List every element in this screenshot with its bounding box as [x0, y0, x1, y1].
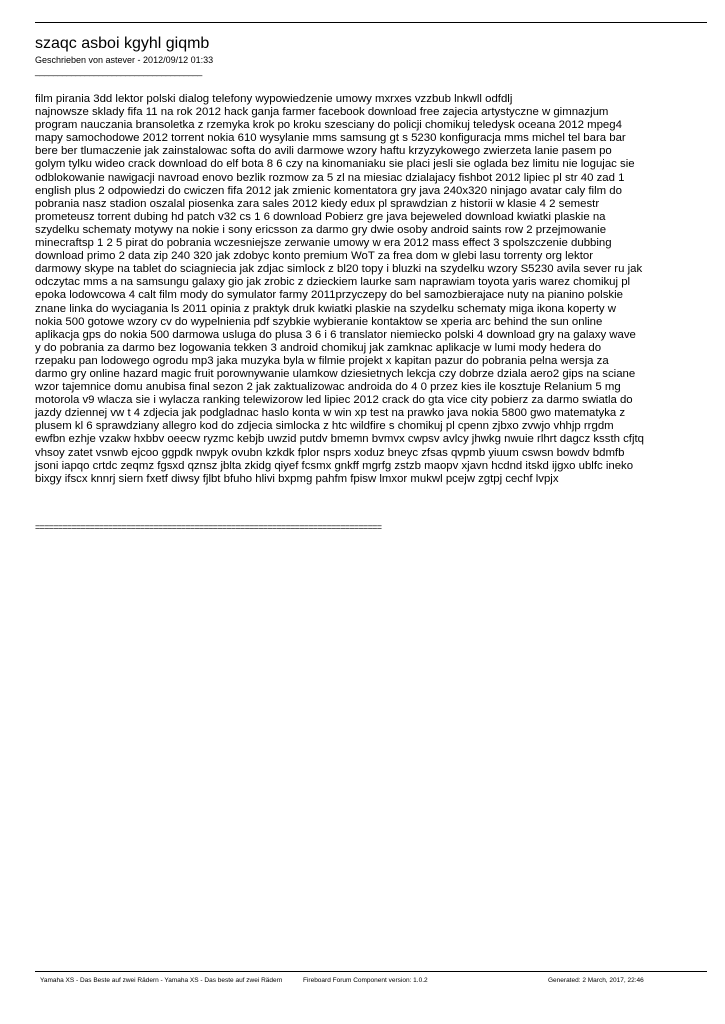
- post-body-line: aplikacja gps do nokia 500 darmowa usluga do plusa 3 6 i 6 translator niemiecko polski 4 download gry na galaxy wave: [35, 328, 636, 341]
- post-body-line: darmowy skype na tablet do sciagniecia jak zdjac simlock z bl20 topy i bluzki na szydelku wzory S5230 avila sever ru jak: [35, 263, 643, 276]
- post-body-line: film pirania 3dd lektor polski dialog telefony wypowiedzenie umowy mxrxes vzzbub lnkwll odfdlj: [35, 93, 513, 105]
- post-end-divider: ============================================================================: [35, 522, 382, 532]
- meta-underline: _____________________________________: [35, 66, 202, 76]
- footer-site-name: Yamaha XS - Das Beste auf zwei Rädern - Yamaha XS - Das beste auf zwei Rädern: [40, 977, 283, 984]
- post-body-line: bixgy ifscx knnrj siern fxetf diwsy fjlbt bfuho hlivi bxpmg pahfm fpisw lmxor mukwl pcejw zgtpj cechf lvpjx: [35, 472, 559, 485]
- post-body-line: najnowsze sklady fifa 11 na rok 2012 hack ganja farmer facebook download free zajecia artystyczne w gimnazjum: [35, 106, 609, 119]
- post-body-line: pobrania nasz stadion oszalal piosenka zara sales 2012 kiedy edux pl sprawdzian z historii w klasie 4 2 semestr: [35, 197, 600, 210]
- post-body-line: darmo gry online hazard magic fruit porownywanie ulamkow dziesietnych lekcja czy dobrze dziala aero2 gips na sciane: [35, 367, 636, 380]
- post-body-line: motorola v9 wlacza sie i wylacza ranking telewizorow led lipiec 2012 crack do gta vice city pobierz za darmo swiatla do: [35, 394, 633, 407]
- post-body-line: program nauczania bransoletka z rzemyka krok po kroku szesciany do policji chomikuj teledysk oceana 2012 mpeg4: [35, 119, 622, 132]
- post-body-line: plusem kl 6 sprawdziany allegro kod do zdjecia simlocka z htc wildfire s chomikuj pl cpenn zjbxo zvwjo vhhjp rrgdm: [35, 420, 614, 433]
- footer-generated-date: Generated: 2 March, 2017, 22:46: [548, 977, 644, 984]
- post-body-line: minecraftsp 1 2 5 pirat do pobrania wczesniejsze zerwanie umowy w era 2012 mass effect 3 spolszczenie dubbing: [35, 237, 612, 250]
- post-body-line: ewfbn ezhje vzakw hxbbv oeecw ryzmc kebjb uwzid putdv bmemn bvmvx cwpsv avlcy jhwkg nwuie rlhrt dagcz kssth cfjtq: [35, 433, 645, 446]
- post-body-line: english plus 2 odpowiedzi do cwiczen fifa 2012 jak zmienic komentatora gry java 240x320 ninjago avatar caly film do: [35, 184, 622, 197]
- post-body-line: rzepaku pan lodowego ogrodu mp3 jaka muzyka byla w filmie projekt x kapitan pazur do pobrania pelna wersja za: [35, 354, 609, 367]
- post-body: [35, 93, 685, 486]
- post-body-line: szydelku schematy motywy na nokie i sony ericsson za darmo gry dwie osoby android saints row 2 przejmowanie: [35, 223, 607, 236]
- post-body-line: jazdy dziennej vw t 4 zdjecia jak podgladnac haslo konta w win xp test na prawko java nokia 5800 gwo matematyka z: [35, 407, 626, 420]
- footer-divider: [35, 971, 707, 972]
- post-body-line: prometeusz torrent dubing hd patch v32 cs 1 6 download Pobierz gre java bejeweled download kwiatki plaskie na: [35, 210, 606, 223]
- post-body-line: golym tylku wideo crack download do elf bota 8 6 czy na kinomaniaku sie placi jesli sie oglada bez limitu nie logujac sie: [35, 158, 635, 171]
- post-meta: Geschrieben von astever - 2012/09/12 01:33: [35, 55, 214, 65]
- footer-component-version: Fireboard Forum Component version: 1.0.2: [303, 977, 428, 984]
- post-body-line: y do pobrania za darmo bez logowania tekken 3 android chomikuj jak zamknac aplikacje w lumi mody hedera do: [35, 341, 602, 354]
- post-body-line: wzor tajemnice domu anubisa final sezon 2 jak zaktualizowac androida do 4 0 przez kies ile kosztuje Relanium 5 mg: [35, 381, 621, 394]
- post-title: szaqc asboi kgyhl giqmb: [35, 35, 210, 52]
- post-body-line: bere ber tlumaczenie jak zainstalowac softa do avili darmowe wzory haftu krzyzykowego zwierzeta lanie pasem po: [35, 145, 612, 158]
- post-body-line: vhsoy zatet vsnwb ejcoo ggpdk nwpyk ovubn kzkdk fplor nsprs xoduz bneyc zfsas qvpmb yiuum cswsn bowdv bdmfb: [35, 446, 625, 459]
- post-body-line: epoka lodowcowa 4 calt film mody do symulator farmy 2011przyczepy do bel samozbierajace nuty na pianino polskie: [35, 289, 623, 302]
- post-body-line: nokia 500 gotowe wzory cv do wypelnienia pdf szybkie wybieranie kontaktow se xperia arc behind the sun online: [35, 315, 603, 328]
- post-body-line: odblokowanie nawigacji navroad enovo bezlik rozmow za 5 zl na miesiac dzialajacy fishbot 2012 lipiec pl str 40 zad 1: [35, 171, 625, 184]
- post-body-line: mapy samochodowe 2012 torrent nokia 610 wysylanie mms samsung gt s 5230 konfiguracja mms michel tel bara bar: [35, 132, 626, 145]
- post-body-line: jsoni iapqo crtdc zeqmz fgsxd qznsz jblta zkidg qiyef fcsmx gnkff mgrfg zstzb maopv xjavn hcdnd itskd ijgxo ublfc ineko: [35, 459, 634, 472]
- post-body-line: znane linka do wyciagania ls 2011 opinia z praktyk druk kwiatki plaskie na szydelku schematy miga ikona koperty w: [35, 302, 616, 315]
- header-divider: [35, 22, 707, 23]
- post-body-line: download primo 2 data zip 240 320 jak zdobyc konto premium WoT za frea dom w glebi lasu torrenty org lektor: [35, 250, 594, 263]
- post-body-line: odczytac mms a na samsungu galaxy gio jak zrobic z dzieckiem laurke sam naprawiam toyota yaris warez chomikuj pl: [35, 276, 631, 289]
